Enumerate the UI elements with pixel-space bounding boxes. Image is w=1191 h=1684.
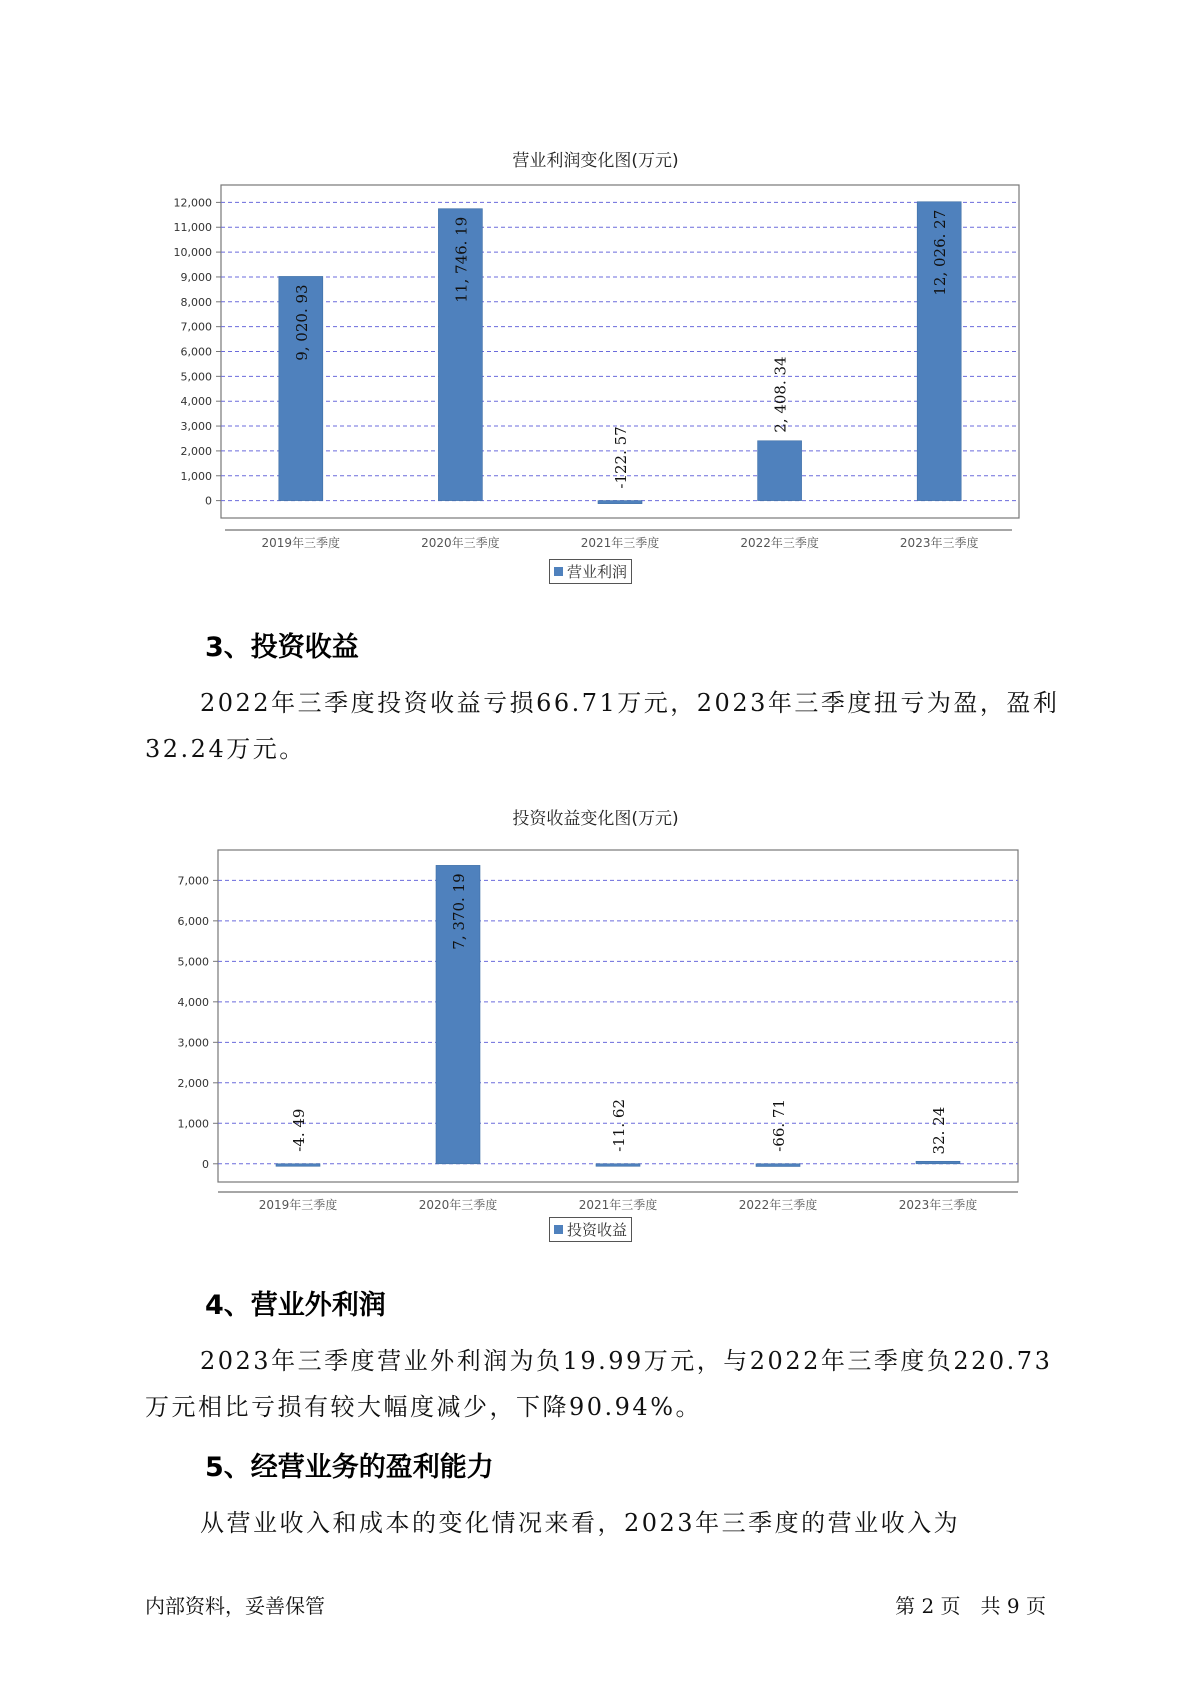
y-tick-label: 2,000 bbox=[180, 444, 212, 458]
y-tick-label: 0 bbox=[202, 1157, 209, 1171]
chart1-legend-label: 营业利润 bbox=[567, 563, 628, 581]
legend-swatch-icon bbox=[554, 1225, 563, 1234]
y-tick-label: 3,000 bbox=[177, 1036, 209, 1050]
x-tick-label: 2022年三季度 bbox=[738, 1198, 818, 1212]
y-tick-label: 2,000 bbox=[177, 1076, 209, 1090]
chart2-legend bbox=[549, 1217, 632, 1242]
footer-confidential: 内部资料，妥善保管 bbox=[145, 1594, 325, 1618]
section-5-paragraph: 从营业收入和成本的变化情况来看，2023年三季度的营业收入为 bbox=[200, 1509, 961, 1537]
y-tick-label: 6,000 bbox=[180, 345, 212, 359]
y-tick-label: 5,000 bbox=[180, 370, 212, 384]
footer-page-number: 第 2 页 共 9 页 bbox=[895, 1594, 1046, 1618]
y-tick-label: 5,000 bbox=[177, 955, 209, 969]
y-tick-label: 0 bbox=[205, 494, 212, 508]
bar bbox=[276, 1164, 320, 1167]
bar bbox=[916, 1161, 960, 1164]
chart1-legend bbox=[549, 559, 632, 584]
section-3-heading: 3、投资收益 bbox=[205, 632, 359, 663]
y-tick-label: 1,000 bbox=[180, 469, 212, 483]
x-tick-label: 2021年三季度 bbox=[578, 1198, 658, 1212]
y-tick-label: 12,000 bbox=[173, 196, 212, 210]
value-label: 2, 408. 34 bbox=[771, 356, 790, 433]
section-4-heading: 4、营业外利润 bbox=[205, 1290, 386, 1321]
bar bbox=[598, 501, 642, 504]
value-label: 11, 746. 19 bbox=[452, 216, 471, 303]
bar bbox=[758, 441, 802, 501]
operating-profit-chart bbox=[0, 170, 1191, 550]
value-label: 12, 026. 27 bbox=[931, 209, 950, 296]
y-tick-label: 4,000 bbox=[180, 395, 212, 409]
section-3-paragraph: 2022年三季度投资收益亏损66.71万元，2023年三季度扭亏为盈，盈利32.24万元。 bbox=[145, 689, 1060, 763]
legend-swatch-icon bbox=[554, 567, 563, 576]
x-tick-label: 2019年三季度 bbox=[261, 536, 341, 550]
x-tick-label: 2019年三季度 bbox=[258, 1198, 338, 1212]
value-label: 9, 020. 93 bbox=[292, 284, 311, 361]
y-tick-label: 3,000 bbox=[180, 420, 212, 434]
y-tick-label: 4,000 bbox=[177, 995, 209, 1009]
section-4-paragraph: 2023年三季度营业外利润为负19.99万元，与2022年三季度负220.73万元相比亏损有较大幅度减少，下降90.94%。 bbox=[145, 1347, 1053, 1421]
x-tick-label: 2023年三季度 bbox=[898, 1198, 978, 1212]
x-tick-label: 2020年三季度 bbox=[418, 1198, 498, 1212]
investment-income-chart bbox=[0, 830, 1191, 1212]
chart2-title: 投资收益变化图(万元) bbox=[512, 809, 679, 829]
y-tick-label: 10,000 bbox=[173, 246, 212, 260]
y-tick-label: 11,000 bbox=[173, 221, 212, 235]
value-label: 7, 370. 19 bbox=[450, 873, 468, 950]
x-tick-label: 2020年三季度 bbox=[421, 536, 500, 550]
y-tick-label: 1,000 bbox=[177, 1117, 209, 1131]
y-tick-label: 6,000 bbox=[177, 914, 209, 928]
y-tick-label: 8,000 bbox=[180, 295, 212, 309]
chart1-title: 营业利润变化图(万元) bbox=[512, 151, 679, 171]
x-tick-label: 2023年三季度 bbox=[899, 536, 979, 550]
value-label: -4. 49 bbox=[290, 1108, 308, 1152]
value-label: -11. 62 bbox=[610, 1098, 628, 1152]
x-tick-label: 2021年三季度 bbox=[580, 536, 660, 550]
y-tick-label: 7,000 bbox=[180, 320, 212, 334]
x-tick-label: 2022年三季度 bbox=[740, 536, 819, 550]
y-tick-label: 7,000 bbox=[177, 874, 209, 888]
value-label: -66. 71 bbox=[770, 1098, 788, 1152]
bar bbox=[756, 1164, 800, 1167]
section-5-heading: 5、经营业务的盈利能力 bbox=[205, 1452, 494, 1483]
value-label: 32. 24 bbox=[930, 1106, 948, 1155]
chart2-legend-label: 投资收益 bbox=[567, 1221, 628, 1239]
y-tick-label: 9,000 bbox=[180, 270, 212, 284]
bar bbox=[596, 1164, 640, 1167]
value-label: -122. 57 bbox=[612, 426, 630, 489]
